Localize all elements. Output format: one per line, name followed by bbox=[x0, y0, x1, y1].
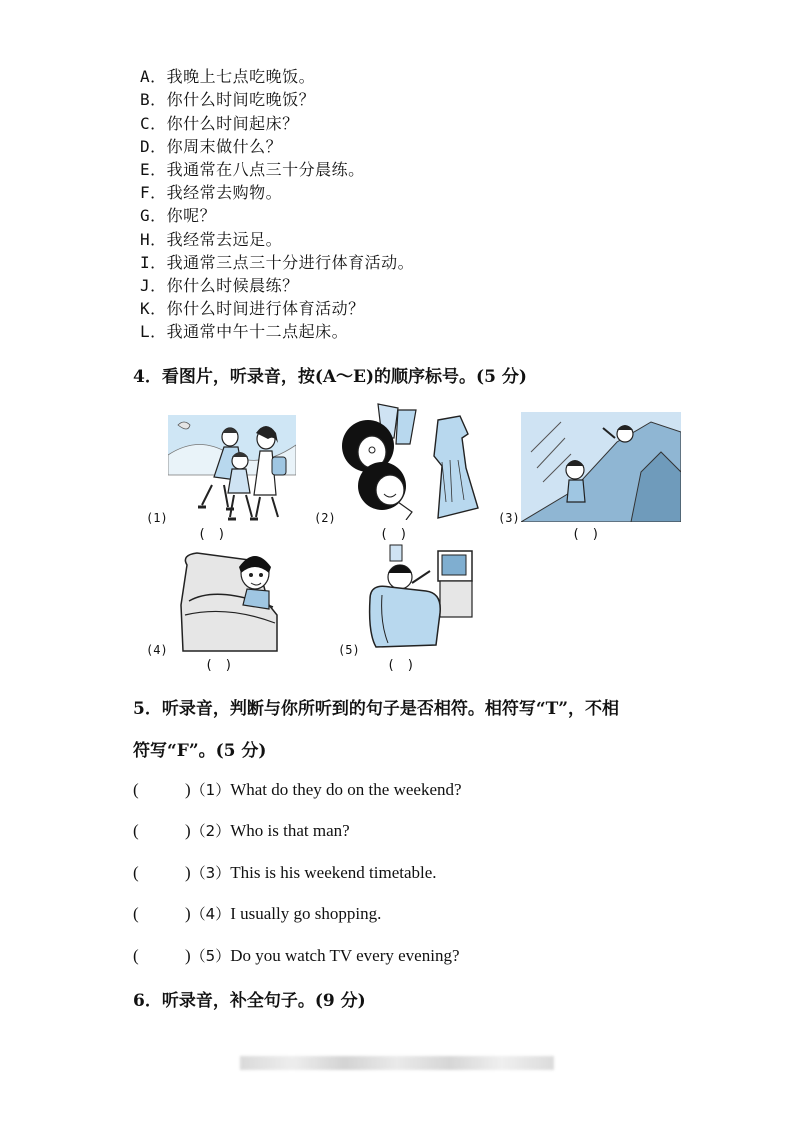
footer-watermark bbox=[240, 1056, 554, 1070]
tf-answer-paren-close: ) bbox=[185, 946, 191, 965]
picture-4-label: (4) bbox=[146, 643, 168, 657]
tf-item-3 bbox=[133, 862, 437, 883]
question-4-title: 4．看图片，听录音，按(A～E)的顺序标号。(5 分) bbox=[133, 367, 527, 387]
tf-item-number: （2） bbox=[190, 822, 231, 840]
tf-item-text: What do they do on the weekend? bbox=[230, 780, 462, 799]
tf-answer-paren-open[interactable]: ( bbox=[133, 946, 139, 965]
tf-answer-paren-close: ) bbox=[185, 863, 191, 882]
tf-item-number: （4） bbox=[190, 905, 231, 923]
option-k: K．你什么时间进行体育活动？ bbox=[140, 299, 365, 318]
option-j: J．你什么时候晨练？ bbox=[140, 276, 299, 295]
tf-item-text: I usually go shopping. bbox=[230, 904, 382, 923]
picture-2-clothes-shopping bbox=[338, 402, 494, 520]
tf-item-2 bbox=[133, 820, 350, 841]
tf-answer-paren-close: ) bbox=[185, 904, 191, 923]
picture-3-label: (3) bbox=[498, 511, 520, 525]
option-h: H．我经常去远足。 bbox=[140, 230, 283, 249]
tf-answer-paren-open[interactable]: ( bbox=[133, 821, 139, 840]
question-5-title-line2: 符写“F”。(5 分) bbox=[133, 741, 267, 761]
picture-2-label: (2) bbox=[314, 511, 336, 525]
option-f: F．我经常去购物。 bbox=[140, 183, 283, 202]
option-l: L．我通常中午十二点起床。 bbox=[140, 322, 349, 341]
picture-5-answer-blank[interactable]: ( ) bbox=[387, 658, 417, 673]
tf-answer-paren-close: ) bbox=[185, 821, 191, 840]
picture-5-watching-tv bbox=[366, 543, 476, 655]
picture-3-answer-blank[interactable]: ( ) bbox=[572, 527, 602, 542]
picture-3-climbing bbox=[521, 412, 681, 522]
tf-item-text: This is his weekend timetable. bbox=[230, 863, 437, 882]
tf-item-4 bbox=[133, 903, 381, 924]
option-e: E．我通常在八点三十分晨练。 bbox=[140, 160, 365, 179]
question-6-title: 6．听录音，补全句子。(9 分) bbox=[133, 991, 366, 1011]
tf-item-number: （3） bbox=[190, 864, 231, 882]
tf-answer-paren-open[interactable]: ( bbox=[133, 904, 139, 923]
picture-2-answer-blank[interactable]: ( ) bbox=[380, 527, 410, 542]
picture-1-hiking bbox=[168, 415, 296, 523]
tf-item-5 bbox=[133, 945, 460, 966]
question-5-title-line1: 5．听录音，判断与你所听到的句子是否相符。相符写“T”，不相 bbox=[133, 699, 620, 719]
tf-answer-paren-open[interactable]: ( bbox=[133, 780, 139, 799]
option-i: I．我通常三点三十分进行体育活动。 bbox=[140, 253, 415, 272]
tf-answer-paren-open[interactable]: ( bbox=[133, 863, 139, 882]
picture-1-answer-blank[interactable]: ( ) bbox=[198, 527, 228, 542]
option-d: D．你周末做什么？ bbox=[140, 137, 283, 156]
tf-item-1 bbox=[133, 779, 462, 800]
picture-1-label: (1) bbox=[146, 511, 168, 525]
picture-5-label: (5) bbox=[338, 643, 360, 657]
option-b: B．你什么时间吃晚饭？ bbox=[140, 90, 316, 109]
option-g: G．你呢？ bbox=[140, 206, 217, 225]
tf-item-number: （5） bbox=[190, 947, 231, 965]
option-c: C．你什么时间起床？ bbox=[140, 114, 299, 133]
tf-answer-paren-close: ) bbox=[185, 780, 191, 799]
option-a: A．我晚上七点吃晚饭。 bbox=[140, 67, 316, 86]
picture-4-answer-blank[interactable]: ( ) bbox=[205, 658, 235, 673]
tf-item-text: Who is that man? bbox=[230, 821, 350, 840]
tf-item-text: Do you watch TV every evening? bbox=[230, 946, 460, 965]
tf-item-number: （1） bbox=[190, 781, 231, 799]
picture-4-piano bbox=[177, 545, 295, 655]
